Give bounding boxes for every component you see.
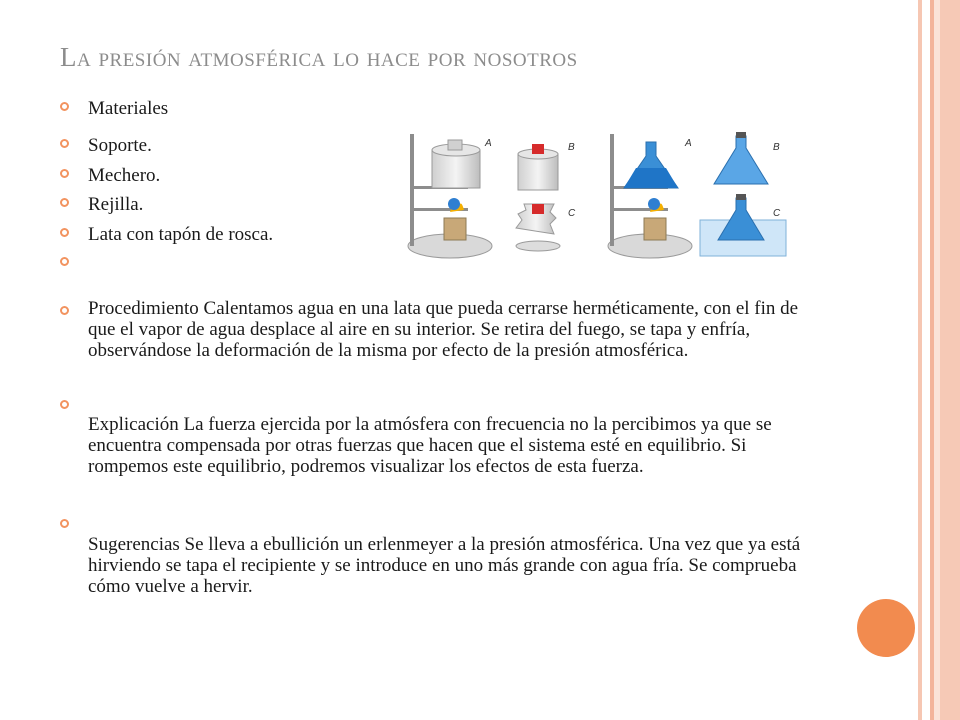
decor-stripe <box>922 0 930 720</box>
decorative-circle <box>857 599 915 657</box>
label-b: B <box>568 142 575 153</box>
slide-title: La presión atmosférica lo hace por nosotros <box>60 42 578 72</box>
bullet-icon <box>60 519 69 528</box>
list-item-text: Rejilla. <box>88 194 144 215</box>
bullet-icon <box>60 169 69 178</box>
flask-b <box>714 132 768 184</box>
bullet-icon <box>60 228 69 237</box>
label-a: A <box>485 138 492 149</box>
suggestions-text: Sugerencias Se lleva a ebullición un erlenmeyer a la presión atmosférica. Una vez que ya está hirviendo se tapa el recipiente y se introduce en uno más grande con agua fría. Se comprueba cómo vuelve a hervir. <box>88 534 801 597</box>
stand-right <box>608 134 692 258</box>
bullet-icon <box>60 306 69 315</box>
label-b-2: B <box>773 142 780 153</box>
bullet-icon <box>60 400 69 409</box>
label-c-2: C <box>773 208 781 219</box>
bullet-icon <box>60 139 69 148</box>
list-item-text: Lata con tapón de rosca. <box>88 224 274 245</box>
bullet-icon <box>60 102 69 111</box>
bullet-icon <box>60 198 69 207</box>
stand-left <box>408 134 492 258</box>
can-b <box>518 144 558 190</box>
list-item-text: Soporte. <box>88 135 152 156</box>
label-a-2: A <box>685 138 692 149</box>
procedure-text: Procedimiento Calentamos agua en una lata que pueda cerrarse herméticamente, con el fin de que el vapor de agua desplace al aire en su interior. Se retira del fuego, se tapa y enfría, observándose la deformación de la misma por efecto de la presión atmosférica. <box>88 298 799 361</box>
flask-c <box>700 194 786 256</box>
label-c: C <box>568 208 576 219</box>
decor-stripe <box>940 0 960 720</box>
experiment-illustration <box>400 128 820 278</box>
can-c <box>516 204 560 251</box>
list-item-text: Materiales <box>88 98 169 119</box>
explanation-text: Explicación La fuerza ejercida por la atmósfera con frecuencia no la percibimos ya que se encuentra compensada por otras fuerzas que hacen que el sistema esté en equilibrio. Si rompemos este equilibrio, podremos visualizar los efectos de esta fuerza. <box>88 414 772 477</box>
bullet-icon <box>60 257 69 266</box>
list-item-text: Mechero. <box>88 165 161 186</box>
